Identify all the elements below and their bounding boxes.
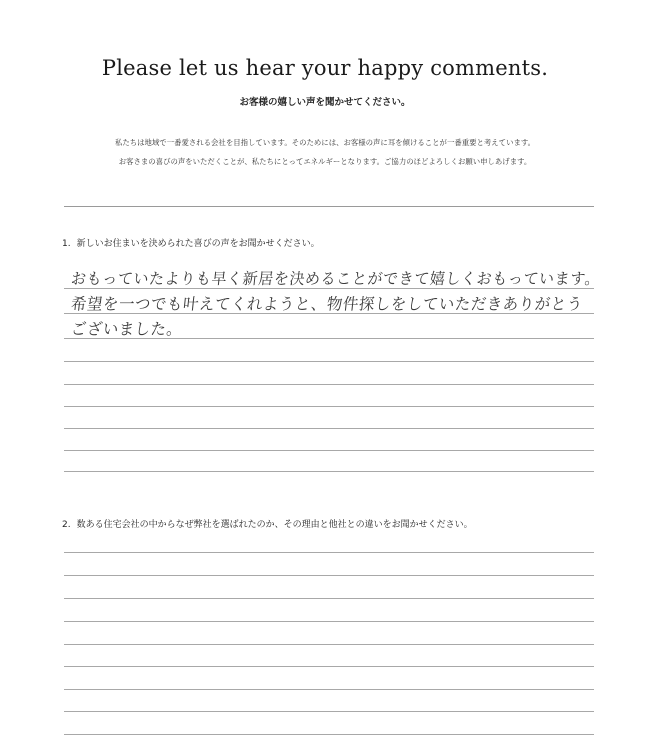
answer-rule [64, 406, 594, 407]
section-divider [64, 206, 594, 207]
question-number: 1. [62, 239, 71, 249]
answer-rule [64, 621, 594, 622]
answer-rule [64, 450, 594, 451]
answer-rule [64, 689, 594, 690]
answer-rule [64, 598, 594, 599]
form-subtitle: お客様の嬉しい声を聞かせてください。 [239, 97, 411, 108]
answer-rule [64, 575, 594, 576]
answer-rule [64, 428, 594, 429]
form-title: Please let us hear your happy comments. [101, 56, 549, 80]
question-text: 新しいお住まいを決められた喜びの声をお聞かせください。 [76, 239, 320, 249]
answer-rule [64, 384, 594, 385]
answer-rule [64, 552, 594, 553]
intro-line: 私たちは地域で一番愛される会社を目指しています。そのためには、お客様の声に耳を傾けることが一番重要と考えています。 [114, 138, 536, 147]
answer-rule [64, 361, 594, 362]
handwritten-answer-line: おもっていたよりも早く新居を決めることができて嬉しくおもっています。 [70, 269, 602, 288]
question-2-label [62, 517, 473, 530]
answer-rule [64, 666, 594, 667]
intro-line: お客さまの喜びの声をいただくことが、私たちにとってエネルギーとなります。ご協力のほどよろしくお願い申しあげます。 [118, 157, 532, 166]
question-1-label [62, 236, 320, 249]
answer-rule [64, 734, 594, 735]
answer-rule [64, 711, 594, 712]
answer-rule [64, 471, 594, 472]
question-text: 数ある住宅会社の中からなぜ弊社を選ばれたのか、その理由と他社との違いをお聞かせください。 [76, 520, 473, 530]
handwritten-answer-line: 希望を一つでも叶えてくれようと、物件探しをしていただきありがとう [70, 295, 584, 314]
handwritten-answer-line: ございました。 [70, 320, 184, 339]
question-number: 2. [62, 520, 71, 530]
answer-rule [64, 644, 594, 645]
